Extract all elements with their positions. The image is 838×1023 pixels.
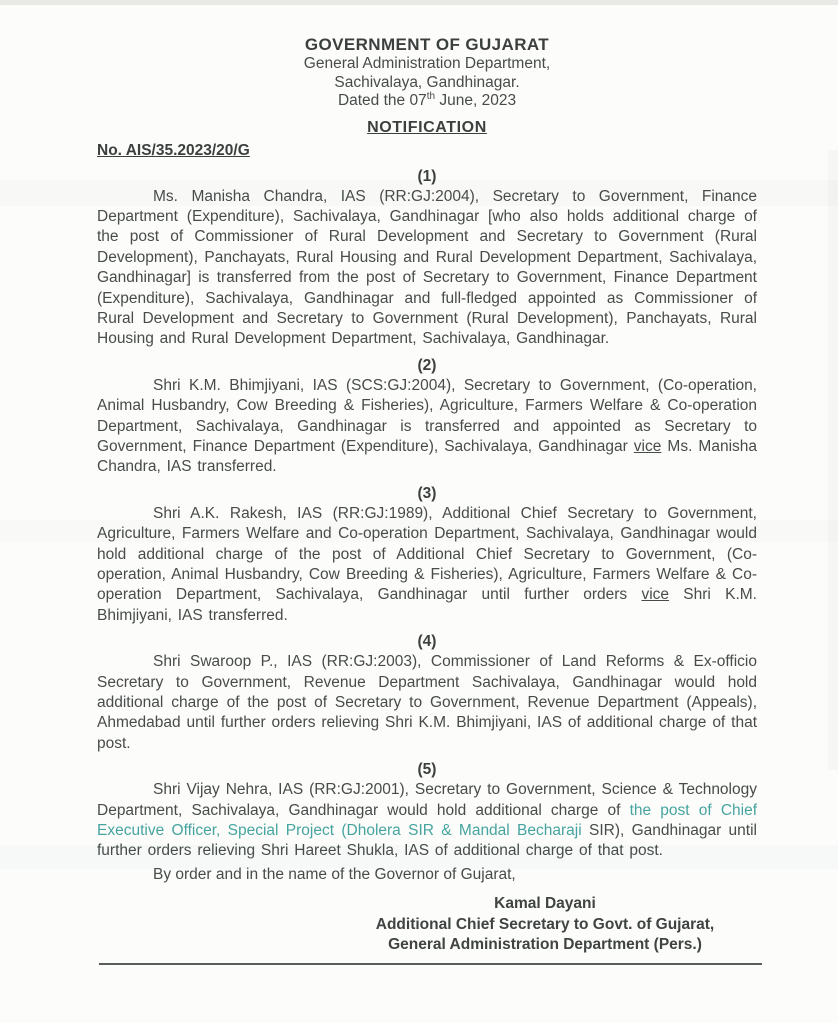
date-text-rest: June, 2023: [435, 92, 517, 109]
para-3-number: (3): [417, 484, 437, 502]
para-3-part: Shri K.M. Bhimjiyani, IAS transferred.: [97, 586, 757, 624]
para-4-part: Shri Swaroop P., IAS (RR:GJ:2003), Commissioner of Land Reforms & Ex-officio Secretary to Government, Revenue Department Sachivalaya, Gandhinagar would hold additional charge of the post of Secretary to Government, Revenue Department (Appeals), Ahmedabad until further orders relieving Shri K.M. Bhimjiyani, IAS of additional charge of that post.: [97, 653, 757, 752]
place-line: Sachivalaya, Gandhinagar.: [334, 73, 520, 91]
para-3-vice-word: vice: [641, 586, 670, 604]
signatory-title-line2: General Administration Department (Pers.): [388, 936, 702, 954]
signatory-title-line1: Additional Chief Secretary to Govt. of Gujarat,: [375, 915, 715, 933]
notification-title: NOTIFICATION: [367, 118, 487, 136]
para-2-text: [97, 376, 757, 478]
para-2-number: (2): [417, 356, 437, 374]
para-4-number: (4): [417, 633, 437, 651]
scan-artifact-edge: [828, 150, 838, 770]
para-5-text: [97, 780, 757, 862]
para-4-text: [97, 652, 757, 754]
department-line: General Administration Department,: [303, 55, 551, 72]
date-ordinal-suffix: th: [426, 90, 436, 102]
document-content: [97, 34, 757, 965]
closing-line: By order and in the name of the Governor of Gujarat,: [153, 865, 516, 883]
para-1-number: (1): [417, 167, 437, 185]
date-text: Dated the 07: [337, 92, 427, 109]
para-3-part: Shri A.K. Rakesh, IAS (RR:GJ:1989), Additional Chief Secretary to Government, Agriculture, Farmers Welfare and Co-operation Department, Sachivalaya, Gandhinagar would hold additional charge of the post of Additional Chief Secretary to Government, (Co-operation, Animal Husbandry, Cow Breeding & Fisheries), Agriculture, Farmers Welfare & Co-operation Department, Sachivalaya, Gandhinagar until further orders: [97, 504, 757, 604]
document-header: [97, 34, 757, 138]
signatory-name: Kamal Dayani: [494, 895, 596, 913]
para-3-text: [97, 504, 757, 626]
para-2-part: Ms. Manisha Chandra, IAS transferred.: [97, 437, 757, 476]
para-5-teal-highlighted-text: the post of Chief Executive Officer, Special Project (Dholera SIR & Mandal Becharaji: [97, 801, 757, 840]
para-2-part: Shri K.M. Bhimjiyani, IAS (SCS:GJ:2004), Secretary to Government, (Co-operation, Animal Husbandry, Cow Breeding & Fisheries), Agriculture, Farmers Welfare & Co-operation Department, Sachivalaya, Gandhinagar is transferred and appointed as Secretary to Government, Finance Department (Expenditure), Sachivalaya, Gandhinagar: [97, 376, 757, 455]
org-name: GOVERNMENT OF GUJARAT: [304, 35, 550, 54]
scan-artifact-top-band: [0, 0, 838, 5]
para-1-part: Ms. Manisha Chandra, IAS (RR:GJ:2004), Secretary to Government, Finance Department (Expenditure), Sachivalaya, Gandhinagar [who also holds additional charge of the post of Commissioner of Rural Development and Secretary to Government (Rural Development), Panchayats, Rural Housing and Rural Development Department, Sachivalaya, Gandhinagar] is transferred from the post of Secretary to Government, Finance Department (Expenditure), Sachivalaya, Gandhinagar and full-fledged appointed as Commissioner of Rural Development and Secretary to Government (Rural Development), Panchayats, Rural Housing and Rural Development Department, Sachivalaya, Gandhinagar.: [97, 187, 757, 348]
para-1-text: [97, 187, 757, 350]
bottom-rule: [99, 963, 762, 965]
para-2-vice-word: vice: [633, 437, 662, 455]
date-line: [97, 92, 757, 111]
signature-block: [325, 894, 765, 956]
para-5-part: Shri Vijay Nehra, IAS (RR:GJ:2001), Secretary to Government, Science & Technology Department, Sachivalaya, Gandhinagar would hold additional charge of: [97, 781, 757, 819]
para-5-number: (5): [417, 761, 437, 779]
para-5-part: SIR), Gandhinagar until further orders relieving Shri Hareet Shukla, IAS of additional charge of that post.: [97, 822, 757, 860]
reference-number: No. AIS/35.2023/20/G: [97, 141, 250, 159]
